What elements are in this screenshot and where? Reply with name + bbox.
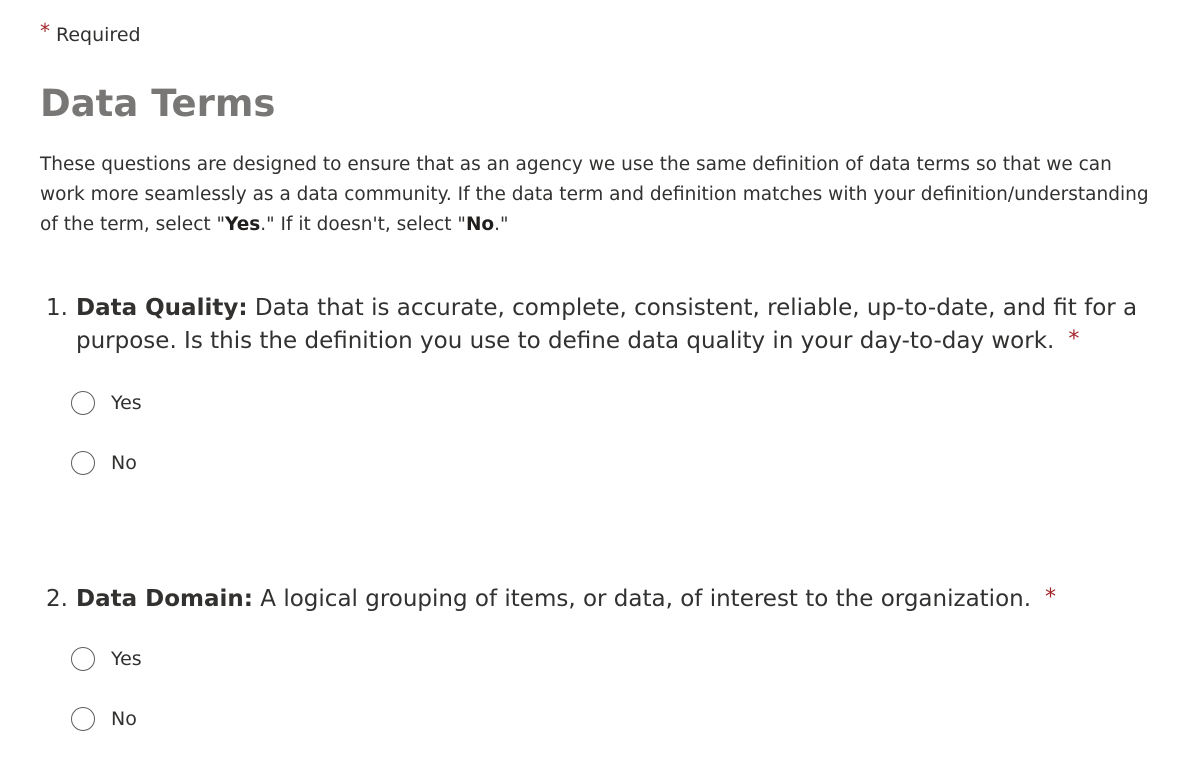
question-text: [76, 292, 1150, 358]
question-number: 2.: [46, 586, 68, 612]
required-star: *: [1045, 585, 1057, 610]
question-data-quality: [40, 292, 1150, 508]
radio-button-no[interactable]: [71, 707, 95, 731]
description-text: ." If it doesn't, select ": [260, 214, 466, 235]
radio-button-yes[interactable]: [71, 647, 95, 671]
option-label[interactable]: Yes: [111, 648, 142, 670]
option-no[interactable]: [71, 448, 1150, 478]
section-description: [40, 150, 1158, 240]
question-text: [76, 583, 1150, 616]
question-data-domain: [40, 583, 1150, 764]
option-label[interactable]: No: [111, 708, 137, 730]
option-label[interactable]: No: [111, 452, 137, 474]
required-label: Required: [56, 24, 141, 46]
question-definition: Data that is accurate, complete, consistent, reliable, up-to-date, and fit for a purpose. Is this the definition you use to define data quality in your day-to-day work.: [76, 295, 1138, 354]
question-title: [40, 292, 1150, 358]
description-text: These questions are designed to ensure that as an agency we use the same definition of data terms so that we can work more seamlessly as a data community. If the data term and definition matches with your definition/understanding of the term, select ": [40, 154, 1149, 235]
description-yes-bold: Yes: [225, 214, 261, 235]
radio-button-no[interactable]: [71, 451, 95, 475]
question-definition: A logical grouping of items, or data, of interest to the organization.: [252, 586, 1032, 612]
option-yes[interactable]: [71, 644, 1150, 674]
radio-group: [71, 644, 1150, 734]
description-text: .": [494, 214, 509, 235]
section-title: Data Terms: [40, 82, 276, 125]
question-title: [40, 583, 1150, 616]
radio-group: [71, 388, 1150, 478]
required-note: [40, 19, 141, 46]
option-yes[interactable]: [71, 388, 1150, 418]
option-no[interactable]: [71, 704, 1150, 734]
question-term: Data Quality:: [76, 295, 248, 321]
radio-button-yes[interactable]: [71, 391, 95, 415]
required-star: *: [1068, 327, 1080, 352]
required-star: *: [40, 19, 50, 43]
question-term: Data Domain:: [76, 586, 253, 612]
option-label[interactable]: Yes: [111, 392, 142, 414]
description-no-bold: No: [465, 214, 495, 235]
question-number: 1.: [46, 295, 68, 321]
